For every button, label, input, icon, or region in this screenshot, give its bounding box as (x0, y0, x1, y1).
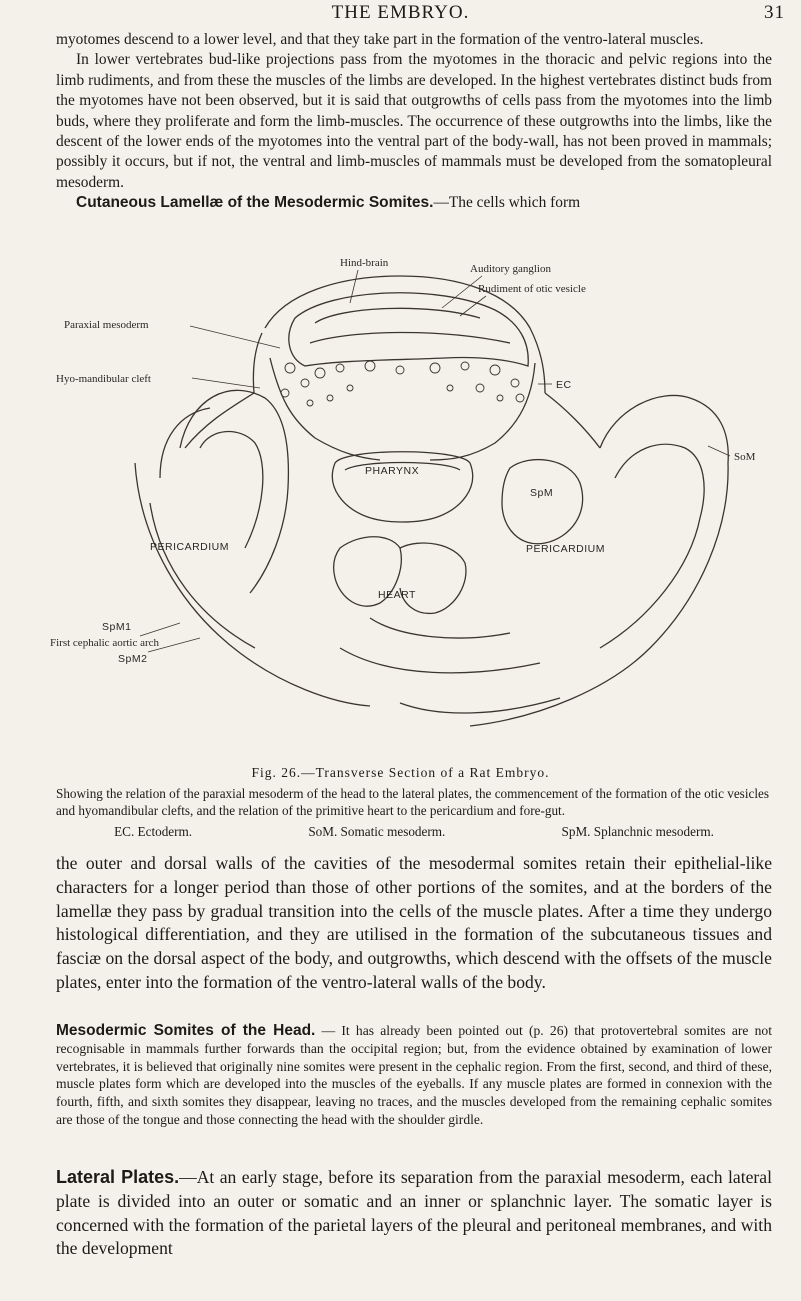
figure-caption-body (56, 785, 772, 819)
section-heading-lateral-plates: Lateral Plates. (56, 1167, 180, 1187)
label-som: SoM (734, 451, 756, 463)
running-head-title: THE EMBRYO. (331, 2, 470, 23)
paragraph: myotomes descend to a lower level, and that they take part in the formation of the ventro-lateral muscles. (56, 31, 704, 48)
abbrev-ec: EC. Ectoderm. (114, 824, 193, 839)
label-heart: HEART (378, 589, 416, 601)
figure-abbreviations (56, 824, 772, 840)
label-auditory-ganglion: Auditory ganglion (470, 263, 551, 275)
running-head (0, 2, 801, 26)
label-hyo-mandibular-cleft: Hyo-mandibular cleft (56, 373, 151, 385)
label-otic-vesicle: Rudiment of otic vesicle (478, 283, 586, 295)
paragraph-text: —The cells which form (433, 194, 581, 212)
label-pharynx: PHARYNX (365, 465, 420, 477)
paragraph: the outer and dorsal walls of the cavities of the mesodermal somites retain their epithelial-like characters for a longer period than those of other portions of the somites, and at the borders of the lamellæ they pass by gradual transition into the cells of the muscle plates. After a time they undergo histological differentiation, and they are utilised in the formation of the subcutaneous tissues and fasciæ on the dorsal aspect of the body, and outgrowths, which descend with the offsets of the muscle plates, enter into the formation of the ventro-lateral walls of the body. (56, 853, 772, 992)
head-somites-section (56, 1022, 772, 1129)
paragraph (56, 1166, 772, 1261)
paragraph-text: —At an early stage, before its separation from the paraxial mesoderm, each lateral plate is divided into an outer or somatic and an inner or splanchnic layer. The somatic layer is concerned with the formation of the parietal layers of the pleural and peritoneal membranes, and with the development (56, 1167, 772, 1259)
main-text (56, 852, 772, 995)
label-hind-brain: Hind-brain (340, 257, 389, 269)
figure-caption-title: Fig. 26.—Transverse Section of a Rat Embryo. (251, 765, 550, 780)
label-paraxial-mesoderm: Paraxial mesoderm (64, 319, 149, 331)
label-ec: EC (556, 379, 572, 391)
abbrev-som: SoM. Somatic mesoderm. (308, 824, 446, 839)
paragraph (56, 1022, 772, 1129)
caption-text: Showing the relation of the paraxial mesoderm of the head to the lateral plates, the commencement of the formation of the otic vesicles and hyomandibular clefts, and the relation of the primitive heart to the pericardium and fore-gut. (56, 786, 769, 818)
label-pericardium-right: PERICARDIUM (526, 543, 606, 555)
label-spm2: SpM2 (118, 653, 148, 665)
label-first-cephalic-arch: First cephalic aortic arch (50, 637, 160, 649)
label-spm: SpM (530, 487, 554, 499)
page-number: 31 (764, 2, 785, 23)
figure-26 (40, 248, 780, 768)
label-pericardium-left: PERICARDIUM (150, 541, 230, 553)
embryo-section-drawing (40, 248, 780, 768)
intro-text (56, 30, 772, 214)
paragraph-text: — It has already been pointed out (p. 26) that protovertebral somites are not recognisable in mammals further forwards than the occipital region; but, from the evidence obtained by examination of lower vertebrates, it is believed that originally nine somites were present in the cephalic region. From the first, second, and third of these, muscle plates form which are developed into the muscles of the eyeballs. If any muscle plates are formed in connexion with the fourth, fifth, and sixth somites they disappear, leaving no traces, and the muscles developed from the remaining cephalic somites are those of the tongue and those connecting the head with the shoulder girdle. (56, 1023, 773, 1127)
section-heading-cutaneous: Cutaneous Lamellæ of the Mesodermic Somites. (76, 194, 434, 212)
section-heading-head-somites: Mesodermic Somites of the Head. (56, 1022, 316, 1039)
paragraph (56, 193, 772, 213)
abbrev-spm: SpM. Splanchnic mesoderm. (561, 824, 714, 839)
lateral-plates-section (56, 1166, 772, 1261)
paragraph: In lower vertebrates bud-like projections pass from the myotomes in the thoracic and pelvic regions into the limb rudiments, and from these the muscles of the limbs are developed. In the highest vertebrates distinct buds from the myotomes have not been observed, but it is said that outgrowths of cells pass from the myotomes into the limb buds, where they proliferate and form the limb-muscles. The occurrence of these outgrowths into the limbs, like the descent of the lower ends of the myotomes into the ventral part of the body-wall, has not been proved in mammals; possibly it occurs, but if not, the ventral and limb-muscles of mammals must be developed from the somatopleural mesoderm. (56, 51, 772, 191)
label-spm1: SpM1 (102, 621, 132, 633)
